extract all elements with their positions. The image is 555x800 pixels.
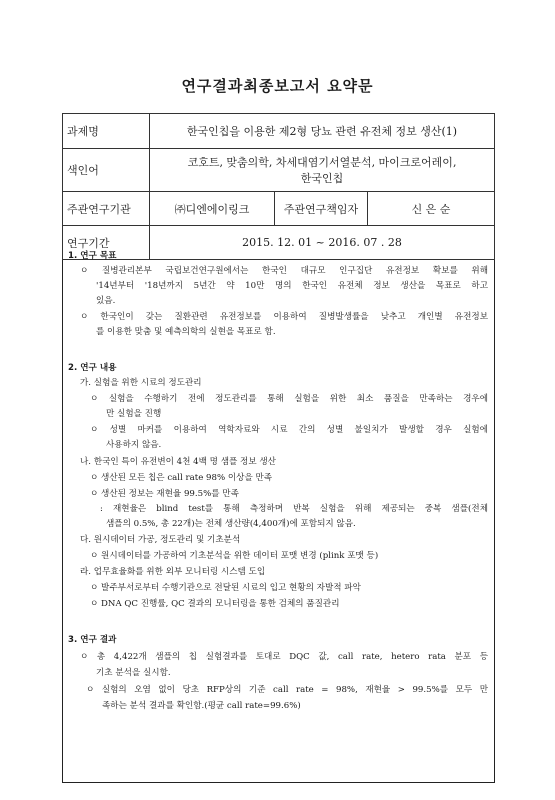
s1-bullet2-line2: 를 이용한 맞춤 및 예측의학의 실현을 목표로 함. — [96, 327, 276, 337]
s2-d1: ㅇ 발주부서로부터 수행기관으로 전달된 시료의 입고 현황의 자발적 파악 — [90, 583, 361, 593]
s2-subheading-c: 다. 원시데이터 가공, 정도관리 및 기초분석 — [80, 535, 241, 545]
s2-subheading-d: 라. 업무효율화를 위한 외부 모니터링 시스템 도입 — [80, 567, 266, 577]
s2-b3-line1: : 재현율은 blind test를 통해 측정하며 반복 실험을 위해 제공되는 중복 샘플(전체 — [100, 504, 488, 514]
project-value: 한국인칩을 이용한 제2형 당뇨 관련 유전체 정보 생산(1) — [150, 114, 495, 149]
project-label: 과제명 — [63, 114, 150, 149]
s2-a2-line1: ㅇ 성별 마커를 이용하여 역학자료와 시료 간의 성별 불일치가 발생할 경우 실험에 — [90, 425, 488, 435]
s3-bullet1-line1: ㅇ 총 4,422개 샘플의 칩 실험결과를 토대로 DQC 값, call rate, hetero rata 분포 등 — [80, 652, 488, 662]
s1-bullet1-line2: '14년부터 '18년까지 5년간 약 10만 명의 한국인 유전체 정보 생산을 목표로 하고 — [96, 281, 488, 291]
keywords-line-2: 한국인칩 — [300, 172, 344, 185]
s1-bullet1-line3: 있음. — [96, 296, 116, 306]
s2-a1-line1: ㅇ 실험을 수행하기 전에 정도관리를 통해 실험을 위한 최소 품질을 만족하는 경우에 — [90, 394, 488, 404]
s1-bullet1-line1: ㅇ 질병관리본부 국립보건연구원에서는 한국인 대규모 인구집단 유전정보 확보를 위해 — [80, 266, 488, 276]
period-value: 2015. 12. 01 ~ 2016. 07 . 28 — [150, 226, 495, 260]
s2-b2: ㅇ 생산된 정보는 재현율 99.5%를 만족 — [90, 489, 239, 499]
summary-table — [62, 113, 495, 260]
pi-value: 신 은 순 — [368, 192, 495, 226]
s2-b1: ㅇ 생산된 모든 칩은 call rate 98% 이상을 만족 — [90, 473, 273, 483]
section-2-title: 2. 연구 내용 — [68, 363, 117, 373]
s2-b3-line2: 샘플의 0.5%, 총 22개)는 전체 생산량(4,400개)에 포함되지 않음. — [106, 519, 356, 529]
s2-d2: ㅇ DNA QC 진행률, QC 결과의 모니터링을 통한 검체의 품질관리 — [90, 599, 340, 609]
s2-subheading-b: 나. 한국인 특이 유전변이 4천 4백 명 샘플 정보 생산 — [80, 457, 276, 467]
keywords-line-1: 코호트, 맞춤의학, 차세대염기서열분석, 마이크로어레이, — [187, 156, 457, 169]
section-1-title: 1. 연구 목표 — [68, 251, 117, 261]
s2-c1: ㅇ 원시데이터를 가공하여 기초분석을 위한 데이터 포맷 변경 (plink 포맷 등) — [90, 551, 379, 561]
period-label: 연구기간 — [63, 226, 150, 260]
section-3-title: 3. 연구 결과 — [68, 635, 117, 645]
pi-label: 주관연구책임자 — [275, 192, 368, 226]
org-value: ㈜디엔에이링크 — [150, 192, 275, 226]
keywords-label: 색인어 — [63, 149, 150, 192]
org-label: 주관연구기관 — [63, 192, 150, 226]
s3-bullet2-line2: 족하는 분석 결과를 확인함.(평균 call rate=99.6%) — [102, 701, 301, 711]
s2-subheading-a: 가. 실험을 위한 시료의 정도관리 — [80, 378, 202, 388]
keywords-value — [150, 149, 495, 192]
s1-bullet2-line1: ㅇ 한국인이 갖는 질환관련 유전정보를 이용하여 질병발생률을 낮추고 개인별 유전정보 — [80, 312, 488, 322]
page-title: 연구결과최종보고서 요약문 — [181, 77, 374, 95]
s3-bullet1-line2: 기초 분석을 실시함. — [96, 668, 171, 678]
s2-a1-line2: 만 실험을 진행 — [106, 409, 162, 419]
s2-a2-line2: 사용하지 않음. — [106, 440, 162, 450]
s3-bullet2-line1: ㅇ 실험의 오염 없이 당초 RFP상의 기준 call rate = 98%, 재현율 > 99.5%를 모두 만 — [86, 685, 488, 695]
